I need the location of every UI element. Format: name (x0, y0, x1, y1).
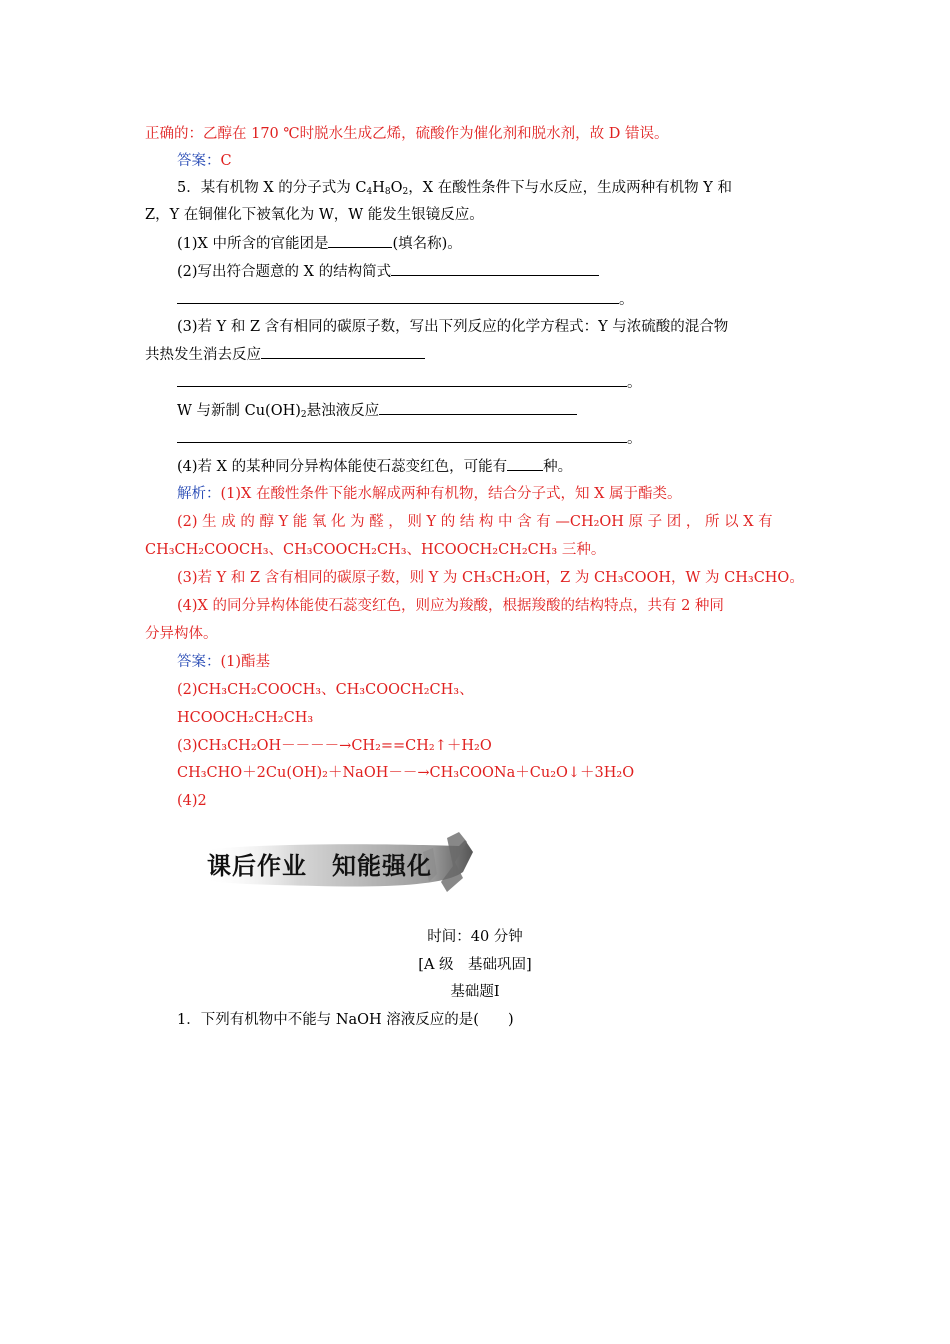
question-5-line-1 (177, 178, 732, 198)
q5-1-text: (1)X 中所含的官能团是 (177, 236, 329, 252)
period: 。 (627, 431, 642, 447)
answer-blank[interactable] (507, 456, 543, 471)
q5-2-text: (2)写出符合题意的 X 的结构简式 (177, 264, 392, 280)
question-5-part-3-cont (145, 344, 425, 365)
homework-banner (197, 832, 479, 898)
analysis-line-2: (2) 生 成 的 醇 Y 能 氧 化 为 醛 ， 则 Y 的 结 构 中 含 有 —CH₂OH 原 子 团 ， 所 以 X 有 (177, 514, 773, 530)
answer-block-line-1 (177, 652, 270, 672)
question-5-part-4 (177, 456, 572, 477)
period: 。 (627, 375, 642, 391)
homework-section: 基础题Ⅰ (450, 984, 500, 1000)
q5-3-text: 共热发生消去反应 (145, 347, 261, 363)
analysis-line-4: (3)若 Y 和 Z 含有相同的碳原子数，则 Y 为 CH₃CH₂OH，Z 为 CH₃COOH，W 为 CH₃CHO。 (177, 570, 804, 586)
answer-line (177, 151, 232, 171)
answer-blank[interactable] (391, 261, 599, 276)
question-5-part-3: (3)若 Y 和 Z 含有相同的碳原子数，写出下列反应的化学方程式：Y 与浓硫酸的混合物 (177, 319, 729, 335)
answer-value: C (220, 153, 232, 169)
explanation-line: 正确的：乙醇在 170 ℃时脱水生成乙烯，硫酸作为催化剂和脱水剂，故 D 错误。 (145, 126, 669, 142)
q5-3-w-text: W 与新制 Cu(OH) (177, 403, 301, 419)
answer-blank[interactable] (261, 344, 425, 359)
period: 。 (619, 292, 634, 308)
answer-line-continuation (177, 372, 642, 393)
homework-time: 时间：40 分钟 (427, 929, 523, 945)
subscript: 8 (384, 187, 391, 197)
subscript: 4 (366, 187, 373, 197)
q5-4-text: (4)若 X 的某种同分异构体能使石蕊变红色，可能有 (177, 459, 508, 475)
answer-blank[interactable] (379, 400, 577, 415)
answer-label: 答案： (177, 153, 221, 169)
analysis-text: (1)X 在酸性条件下能水解成两种有机物，结合分子式，知 X 属于酯类。 (220, 486, 682, 502)
answer-block-line-6: (4)2 (177, 793, 207, 809)
answer-value: (1)酯基 (220, 654, 271, 670)
answer-line-continuation (177, 428, 642, 449)
q5-4-text-b: 种。 (543, 459, 573, 475)
q5-text-b: H (372, 180, 385, 196)
analysis-line-6: 分异构体。 (145, 626, 218, 642)
homework-level: [A 级 基础巩固] (418, 957, 532, 973)
q5-text-a: 5．某有机物 X 的分子式为 C (177, 180, 367, 196)
answer-blank[interactable] (177, 289, 619, 304)
q5-text-d: ，X 在酸性条件下与水反应，生成两种有机物 Y 和 (408, 180, 732, 196)
answer-block-line-3: HCOOCH₂CH₂CH₃ (177, 710, 314, 726)
analysis-label: 解析： (177, 486, 221, 502)
answer-blank[interactable] (328, 233, 392, 248)
subscript: 2 (300, 410, 307, 420)
answer-blank[interactable] (177, 428, 627, 443)
answer-block-line-2: (2)CH₃CH₂COOCH₃、CH₃COOCH₂CH₃、 (177, 682, 474, 698)
answer-label: 答案： (177, 654, 221, 670)
analysis-line-3: CH₃CH₂COOCH₃、CH₃COOCH₂CH₃、HCOOCH₂CH₂CH₃ 三种。 (145, 542, 606, 558)
q5-text-c: O (390, 180, 403, 196)
subscript: 2 (402, 187, 409, 197)
analysis-line-1 (177, 484, 682, 504)
answer-blank[interactable] (177, 372, 627, 387)
answer-block-line-4: (3)CH₃CH₂OH－－－－→CH₂==CH₂↑＋H₂O (177, 738, 492, 754)
answer-block-line-5: CH₃CHO＋2Cu(OH)₂＋NaOH－－→CH₃COONa＋Cu₂O↓＋3H₂O (177, 765, 635, 781)
analysis-line-5: (4)X 的同分异构体能使石蕊变红色，则应为羧酸，根据羧酸的结构特点，共有 2 种同 (177, 598, 724, 614)
banner-title: 课后作业 知能强化 (207, 852, 432, 880)
homework-question-1: 1．下列有机物中不能与 NaOH 溶液反应的是( ) (177, 1012, 514, 1028)
question-5-part-2 (177, 261, 599, 282)
question-5-part-1 (177, 233, 462, 254)
q5-1-hint: (填名称)。 (392, 236, 462, 252)
question-5-part-3-w (177, 400, 577, 421)
q5-3-w-text-b: 悬浊液反应 (306, 403, 380, 419)
answer-line-continuation (177, 289, 634, 310)
question-5-line-2: Z，Y 在铜催化下被氧化为 W，W 能发生银镜反应。 (145, 207, 484, 223)
